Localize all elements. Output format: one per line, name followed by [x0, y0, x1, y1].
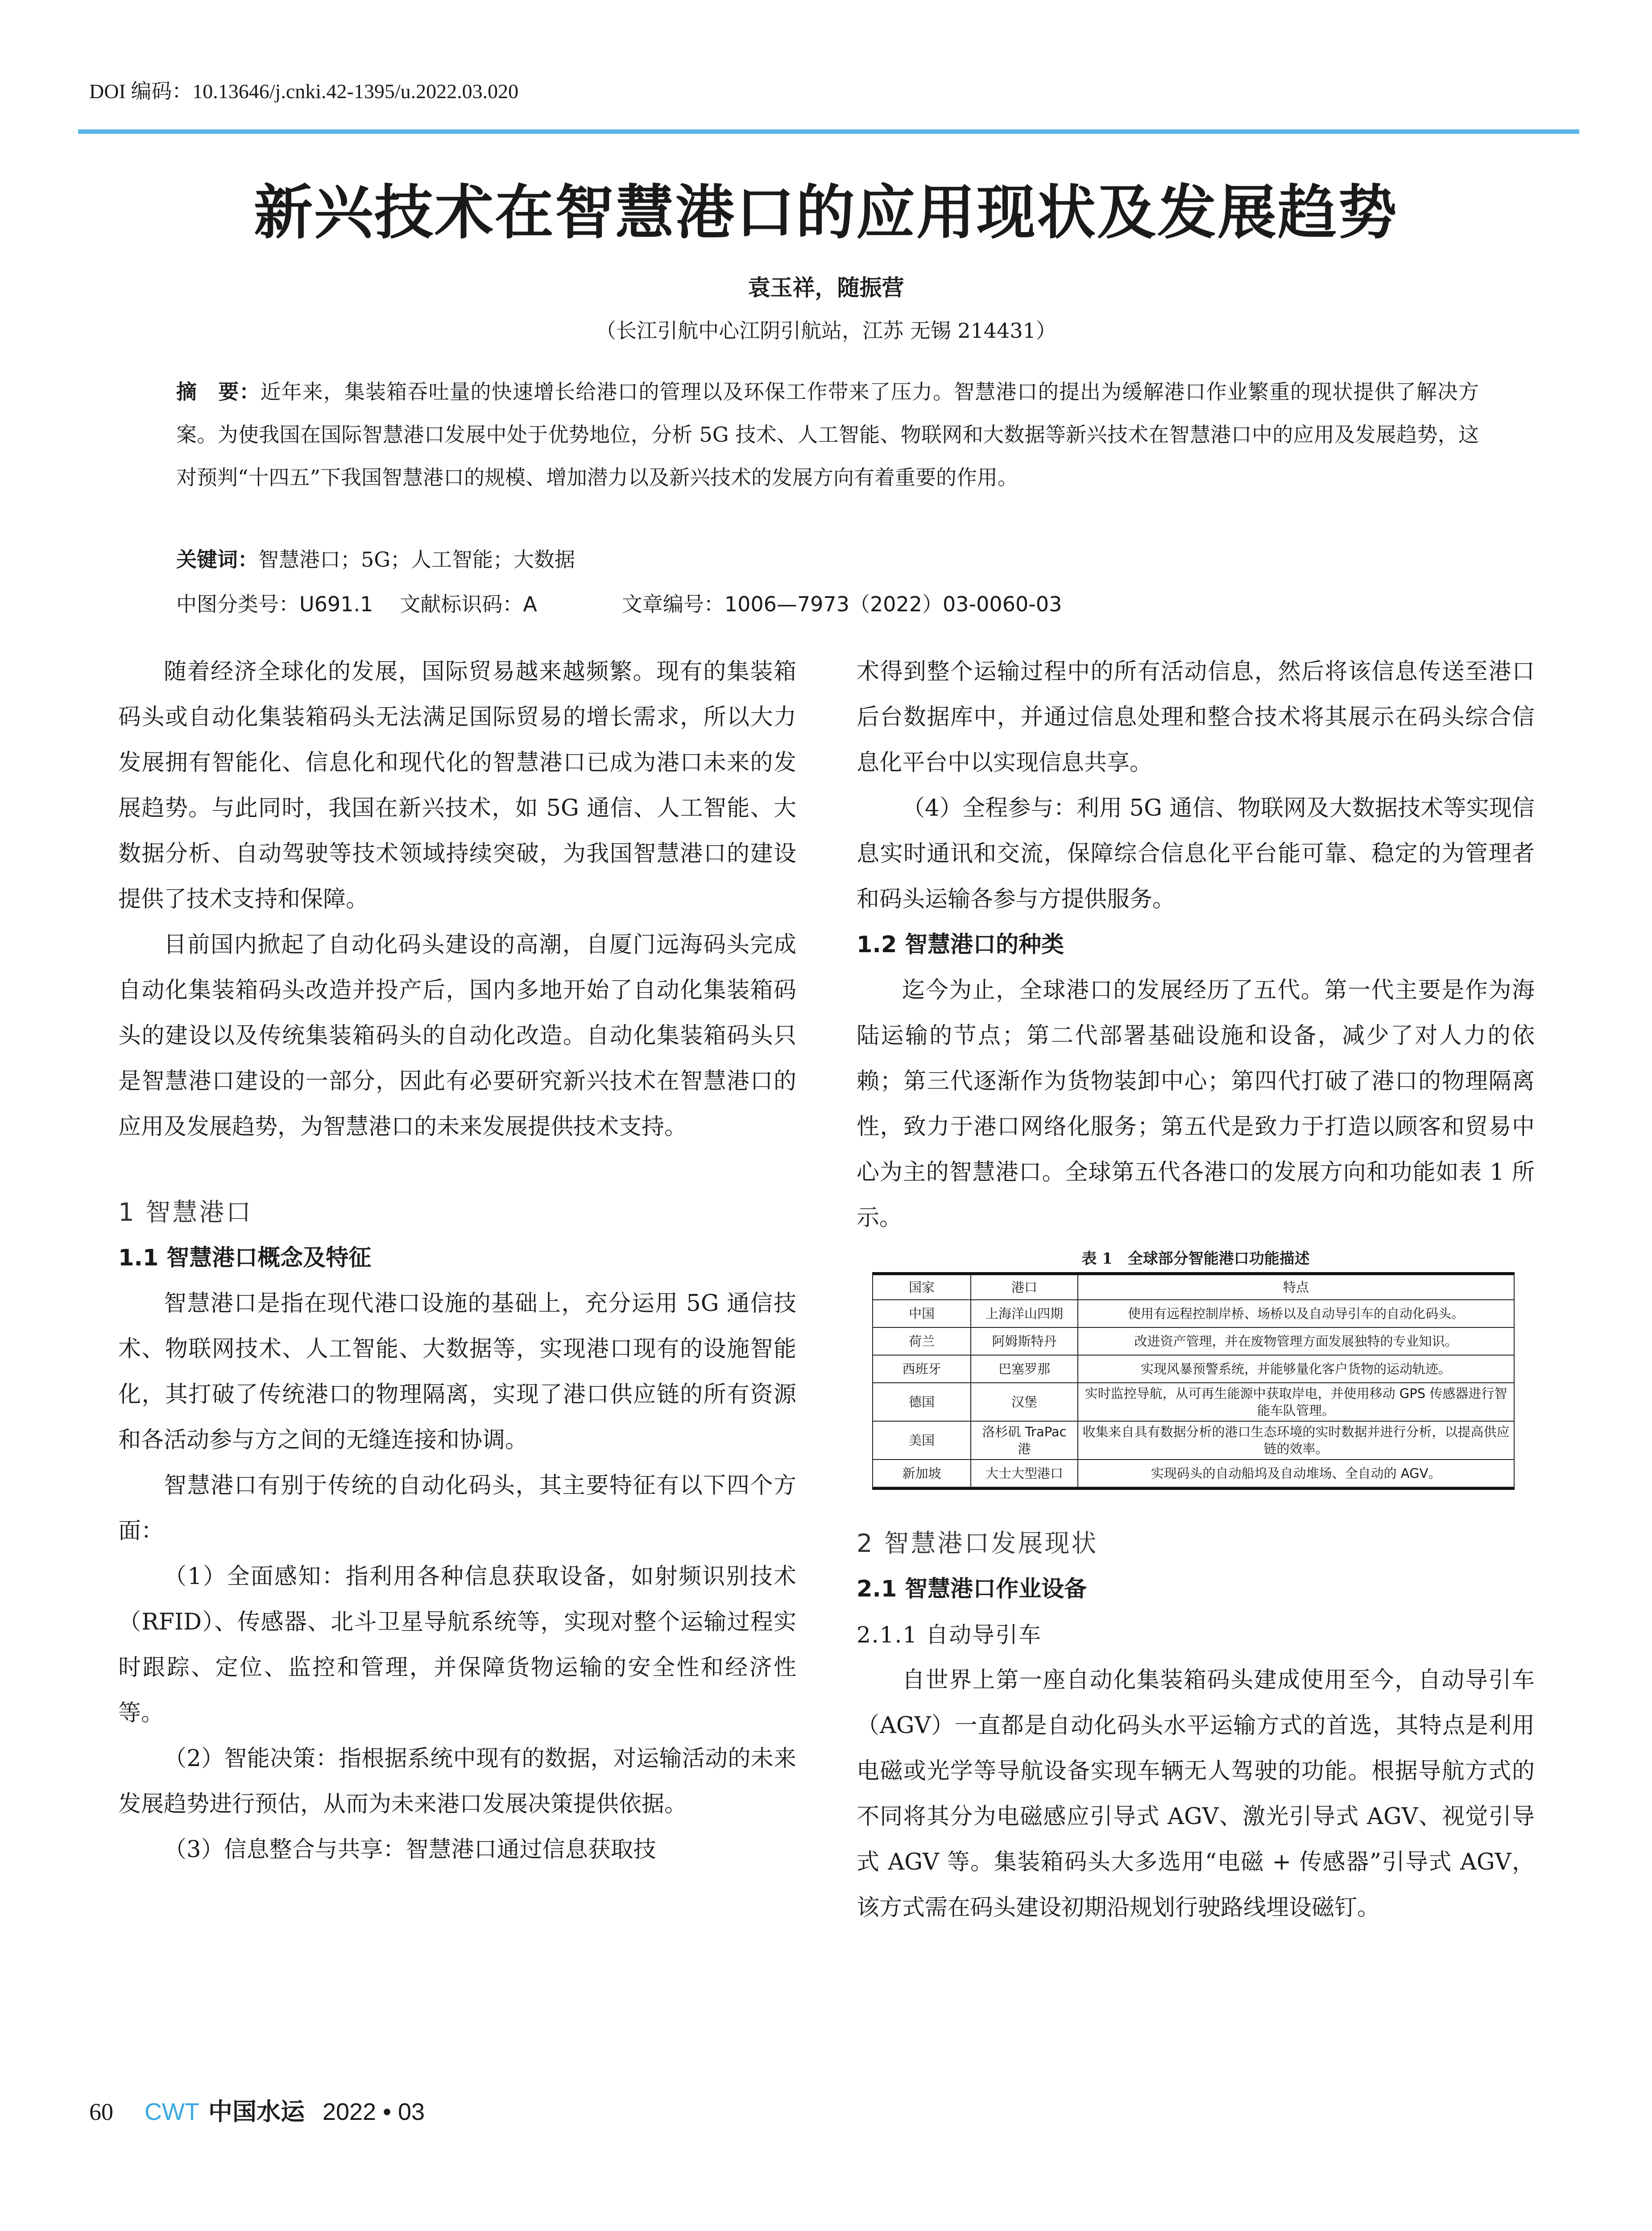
table-row — [873, 1355, 1514, 1383]
table-header-cell: 特点 — [1078, 1275, 1514, 1300]
section-2-heading: 2 智慧港口发展现状 — [857, 1529, 1098, 1558]
table-cell: 上海洋山四期 — [971, 1300, 1078, 1327]
feature-3-continued: 术得到整个运输过程中的所有活动信息，然后将该信息传送至港口后台数据库中，并通过信息处理和整合技术将其展示在码头综合信息化平台中以实现信息共享。 — [857, 659, 1535, 776]
table-cell: 美国 — [873, 1421, 971, 1460]
table-cell: 荷兰 — [873, 1327, 971, 1355]
table-1-block — [872, 1272, 1515, 1490]
table-cell: 巴塞罗那 — [971, 1355, 1078, 1383]
authors: 袁玉祥，随振营 — [748, 275, 904, 301]
left-column — [118, 649, 796, 1873]
table-cell: 德国 — [873, 1383, 971, 1421]
table-cell: 实现码头的自动船坞及自动堆场、全自动的 AGV。 — [1078, 1460, 1514, 1487]
table-header-row — [873, 1275, 1514, 1300]
clc-number: 中图分类号：U691.1 — [176, 592, 373, 616]
table-cell: 改进资产管理，并在废物管理方面发展独特的专业知识。 — [1078, 1327, 1514, 1355]
page-number: 60 — [89, 2098, 113, 2125]
keywords — [176, 543, 575, 573]
table-row — [873, 1421, 1514, 1460]
table-cell: 西班牙 — [873, 1355, 971, 1383]
journal-issue: 2022 • 03 — [322, 2098, 425, 2125]
intro-paragraph-2: 目前国内掀起了自动化码头建设的高潮，自厦门远海码头完成自动化集装箱码头改造并投产后，国内多地开始了自动化集装箱码头的建设以及传统集装箱码头的自动化改造。自动化集装箱码头只是智慧港口建设的一部分，因此有必要研究新兴技术在智慧港口的应用及发展趋势，为智慧港口的未来发展提供技术支持。 — [118, 932, 796, 1140]
abstract-label: 摘 要： — [176, 380, 261, 404]
page-footer — [89, 2093, 425, 2127]
journal-logo: CWT — [145, 2098, 199, 2125]
table-row — [873, 1460, 1514, 1487]
header-rule — [78, 129, 1579, 134]
article-number: 文章编号：1006—7973（2022）03-0060-03 — [621, 592, 1062, 616]
section-1-1-heading: 1.1 智慧港口概念及特征 — [118, 1245, 372, 1271]
table-cell: 新加坡 — [873, 1460, 971, 1487]
port-types-paragraph: 迄今为止，全球港口的发展经历了五代。第一代主要是作为海陆运输的节点；第二代部署基础设施和设备，减少了对人力的依赖；第三代逐渐作为货物装卸中心；第四代打破了港口的物理隔离性，致力于港口网络化服务；第五代是致力于打造以顾客和贸易中心为主的智慧港口。全球第五代各港口的发展方向和功能如表 1 所示。 — [857, 977, 1535, 1231]
journal-name: 中国水运 — [208, 2097, 305, 2126]
table-header-cell: 港口 — [971, 1275, 1078, 1300]
table-1 — [872, 1274, 1515, 1488]
agv-paragraph: 自世界上第一座自动化集装箱码头建成使用至今，自动导引车（AGV）一直都是自动化码头水平运输方式的首选，其特点是利用电磁或光学等导航设备实现车辆无人驾驶的功能。根据导航方式的不同将其分为电磁感应引导式 AGV、激光引导式 AGV、视觉引导式 AGV 等。集装箱码头大多选用“电磁 + 传感器”引导式 AGV，该方式需在码头建设初期沿规划行驶路线埋设磁钉。 — [857, 1667, 1535, 1921]
table-row — [873, 1327, 1514, 1355]
section-1-2-heading: 1.2 智慧港口的种类 — [857, 932, 1064, 958]
table-cell: 阿姆斯特丹 — [971, 1327, 1078, 1355]
feature-3-paragraph: （3）信息整合与共享：智慧港口通过信息获取技 — [164, 1837, 656, 1863]
intro-paragraph-1: 随着经济全球化的发展，国际贸易越来越频繁。现有的集装箱码头或自动化集装箱码头无法满足国际贸易的增长需求，所以大力发展拥有智能化、信息化和现代化的智慧港口已成为港口未来的发展趋势。与此同时，我国在新兴技术，如 5G 通信、人工智能、大数据分析、自动驾驶等技术领域持续突破，为我国智慧港口的建设提供了技术支持和保障。 — [118, 659, 796, 912]
table-cell: 中国 — [873, 1300, 971, 1327]
keywords-label: 关键词： — [176, 547, 258, 572]
table-cell: 汉堡 — [971, 1383, 1078, 1421]
table-row — [873, 1300, 1514, 1327]
feature-2-paragraph: （2）智能决策：指根据系统中现有的数据，对运输活动的未来发展趋势进行预估，从而为未来港口发展决策提供依据。 — [118, 1746, 796, 1817]
table-cell: 实现风暴预警系统，并能够量化客户货物的运动轨迹。 — [1078, 1355, 1514, 1383]
affiliation: （长江引航中心江阴引航站，江苏 无锡 214431） — [596, 319, 1056, 343]
doi-line: DOI 编码：10.13646/j.cnki.42-1395/u.2022.03.020 — [89, 80, 519, 103]
keywords-text: 智慧港口；5G；人工智能；大数据 — [258, 547, 576, 572]
table-cell: 使用有远程控制岸桥、场桥以及自动导引车的自动化码头。 — [1078, 1300, 1514, 1327]
table-row — [873, 1383, 1514, 1421]
feature-1-paragraph: （1）全面感知：指利用各种信息获取设备，如射频识别技术（RFID）、传感器、北斗卫星导航系统等，实现对整个运输过程实时跟踪、定位、监控和管理，并保障货物运输的安全性和经济性等。 — [118, 1563, 796, 1726]
document-code: 文献标识码：A — [400, 592, 537, 616]
table-header-cell: 国家 — [873, 1275, 971, 1300]
section-2-1-1-heading: 2.1.1 自动导引车 — [857, 1622, 1042, 1648]
classification-line — [176, 588, 1089, 618]
right-column — [857, 649, 1535, 1931]
article-title: 新兴技术在智慧港口的应用现状及发展趋势 — [254, 178, 1398, 247]
table-cell: 收集来自具有数据分析的港口生态环境的实时数据并进行分析，以提高供应链的效率。 — [1078, 1421, 1514, 1460]
table-cell: 大士大型港口 — [971, 1460, 1078, 1487]
table-cell: 洛杉矶 TraPac 港 — [971, 1421, 1078, 1460]
section-2-1-heading: 2.1 智慧港口作业设备 — [857, 1576, 1087, 1602]
features-paragraph: 智慧港口有别于传统的自动化码头，其主要特征有以下四个方面： — [118, 1472, 796, 1544]
table-1-caption: 表 1 全球部分智能港口功能描述 — [1081, 1250, 1310, 1268]
table-cell: 实时监控导航，从可再生能源中获取岸电，并使用移动 GPS 传感器进行智能车队管理。 — [1078, 1383, 1514, 1421]
abstract — [176, 370, 1479, 499]
abstract-text: 近年来，集装箱吞吐量的快速增长给港口的管理以及环保工作带来了压力。智慧港口的提出为缓解港口作业繁重的现状提供了解决方案。为使我国在国际智慧港口发展中处于优势地位，分析 5G 技术、人工智能、物联网和大数据等新兴技术在智慧港口中的应用及发展趋势，这对预判“十四五”下我国智慧港口的规模、增加潜力以及新兴技术的发展方向有着重要的作用。 — [176, 380, 1479, 489]
feature-4-paragraph: （4）全程参与：利用 5G 通信、物联网及大数据技术等实现信息实时通讯和交流，保障综合信息化平台能可靠、稳定的为管理者和码头运输各参与方提供服务。 — [857, 795, 1535, 912]
section-1-heading: 1 智慧港口 — [118, 1198, 253, 1227]
concept-paragraph: 智慧港口是指在现代港口设施的基础上，充分运用 5G 通信技术、物联网技术、人工智能、大数据等，实现港口现有的设施智能化，其打破了传统港口的物理隔离，实现了港口供应链的所有资源和各活动参与方之间的无缝连接和协调。 — [118, 1290, 796, 1453]
